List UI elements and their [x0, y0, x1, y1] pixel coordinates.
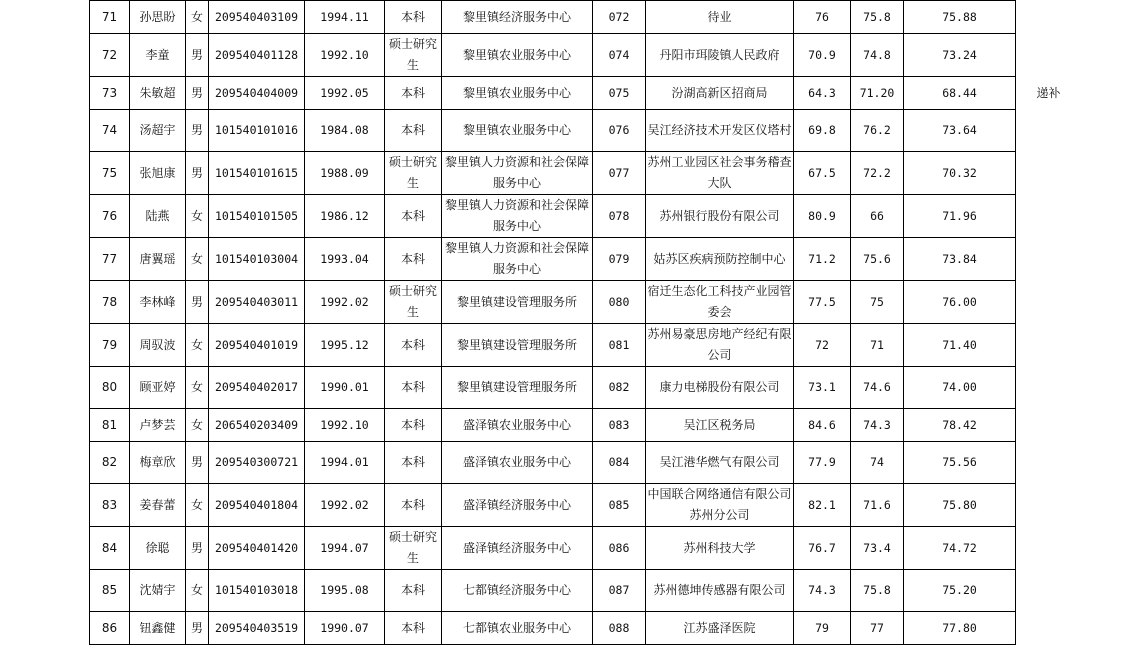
results-table: [89, 0, 1082, 645]
education-level: 本科: [385, 324, 442, 367]
written-score: 80.9: [794, 195, 851, 238]
total-score: 71.96: [904, 195, 1016, 238]
gender-cell: 男: [186, 527, 209, 570]
remark: [1016, 409, 1082, 442]
birth-date: 1990.07: [305, 612, 385, 645]
gender-cell: 女: [186, 409, 209, 442]
written-score: 72: [794, 324, 851, 367]
table-row: [90, 1, 1082, 34]
row-number: 78: [90, 281, 130, 324]
education-level: 本科: [385, 409, 442, 442]
gender-cell: 女: [186, 484, 209, 527]
exam-id: 209540300721: [209, 442, 305, 484]
table-row: [90, 409, 1082, 442]
candidate-name: 李童: [130, 34, 186, 77]
candidate-name: 唐翼瑶: [130, 238, 186, 281]
written-score: 84.6: [794, 409, 851, 442]
birth-date: 1993.04: [305, 238, 385, 281]
written-score: 69.8: [794, 110, 851, 152]
exam-id: 209540401128: [209, 34, 305, 77]
current-work-unit: 待业: [646, 1, 794, 34]
education-level: 本科: [385, 1, 442, 34]
hiring-unit: 盛泽镇经济服务中心: [442, 484, 593, 527]
interview-score: 75: [851, 281, 904, 324]
education-level: 硕士研究生: [385, 281, 442, 324]
birth-date: 1992.10: [305, 409, 385, 442]
post-code: 080: [593, 281, 646, 324]
interview-score: 71.20: [851, 77, 904, 110]
remark: [1016, 367, 1082, 409]
table-row: [90, 527, 1082, 570]
candidate-name: 周驭波: [130, 324, 186, 367]
interview-score: 72.2: [851, 152, 904, 195]
education-level: 硕士研究生: [385, 527, 442, 570]
gender-cell: 女: [186, 195, 209, 238]
post-code: 078: [593, 195, 646, 238]
exam-id: 101540103004: [209, 238, 305, 281]
interview-score: 74.3: [851, 409, 904, 442]
table-row: [90, 367, 1082, 409]
written-score: 79: [794, 612, 851, 645]
row-number: 72: [90, 34, 130, 77]
current-work-unit: 姑苏区疾病预防控制中心: [646, 238, 794, 281]
hiring-unit: 黎里镇农业服务中心: [442, 110, 593, 152]
interview-score: 75.6: [851, 238, 904, 281]
total-score: 73.84: [904, 238, 1016, 281]
row-number: 82: [90, 442, 130, 484]
remark: [1016, 152, 1082, 195]
post-code: 086: [593, 527, 646, 570]
interview-score: 71.6: [851, 484, 904, 527]
table-row: [90, 238, 1082, 281]
interview-score: 76.2: [851, 110, 904, 152]
birth-date: 1995.08: [305, 570, 385, 612]
row-number: 80: [90, 367, 130, 409]
candidate-name: 孙思盼: [130, 1, 186, 34]
interview-score: 66: [851, 195, 904, 238]
total-score: 73.64: [904, 110, 1016, 152]
table-row: [90, 484, 1082, 527]
table-row: [90, 324, 1082, 367]
written-score: 76.7: [794, 527, 851, 570]
remark: [1016, 195, 1082, 238]
post-code: 076: [593, 110, 646, 152]
current-work-unit: 吴江区税务局: [646, 409, 794, 442]
written-score: 82.1: [794, 484, 851, 527]
remark: 递补: [1036, 85, 1061, 100]
post-code: 085: [593, 484, 646, 527]
written-score: 77.5: [794, 281, 851, 324]
written-score: 73.1: [794, 367, 851, 409]
table-row: [90, 77, 1082, 110]
hiring-unit: 盛泽镇农业服务中心: [442, 442, 593, 484]
row-number: 84: [90, 527, 130, 570]
exam-id: 209540401420: [209, 527, 305, 570]
current-work-unit: 中国联合网络通信有限公司苏州分公司: [646, 484, 794, 527]
exam-id: 209540403109: [209, 1, 305, 34]
gender-cell: 男: [186, 110, 209, 152]
total-score: 74.00: [904, 367, 1016, 409]
hiring-unit: 七都镇农业服务中心: [442, 612, 593, 645]
education-level: 本科: [385, 195, 442, 238]
row-number: 75: [90, 152, 130, 195]
row-number: 83: [90, 484, 130, 527]
interview-score: 75.8: [851, 570, 904, 612]
total-score: 75.56: [904, 442, 1016, 484]
gender-cell: 女: [186, 324, 209, 367]
remark: [1016, 238, 1082, 281]
total-score: 74.72: [904, 527, 1016, 570]
post-code: 079: [593, 238, 646, 281]
gender-cell: 女: [186, 570, 209, 612]
current-work-unit: 丹阳市珥陵镇人民政府: [646, 34, 794, 77]
current-work-unit: 宿迁生态化工科技产业园管委会: [646, 281, 794, 324]
total-score: 71.40: [904, 324, 1016, 367]
written-score: 67.5: [794, 152, 851, 195]
exam-id: 209540402017: [209, 367, 305, 409]
education-level: 硕士研究生: [385, 34, 442, 77]
row-number: 74: [90, 110, 130, 152]
post-code: 087: [593, 570, 646, 612]
post-code: 077: [593, 152, 646, 195]
current-work-unit: 苏州工业园区社会事务稽查大队: [646, 152, 794, 195]
current-work-unit: 苏州银行股份有限公司: [646, 195, 794, 238]
current-work-unit: 吴江港华燃气有限公司: [646, 442, 794, 484]
birth-date: 1994.01: [305, 442, 385, 484]
remark: [1016, 34, 1082, 77]
table-row: [90, 34, 1082, 77]
education-level: 本科: [385, 238, 442, 281]
candidate-name: 钮鑫健: [130, 612, 186, 645]
hiring-unit: 黎里镇农业服务中心: [442, 34, 593, 77]
table-row: [90, 442, 1082, 484]
hiring-unit: 黎里镇建设管理服务所: [442, 367, 593, 409]
remark: [1016, 110, 1082, 152]
row-number: 73: [90, 77, 130, 110]
education-level: 本科: [385, 77, 442, 110]
current-work-unit: 康力电梯股份有限公司: [646, 367, 794, 409]
current-work-unit: 江苏盛泽医院: [646, 612, 794, 645]
written-score: 70.9: [794, 34, 851, 77]
education-level: 本科: [385, 570, 442, 612]
remark: [1016, 442, 1082, 484]
remark: [1016, 570, 1082, 612]
exam-id: 209540401804: [209, 484, 305, 527]
education-level: 本科: [385, 110, 442, 152]
birth-date: 1986.12: [305, 195, 385, 238]
written-score: 77.9: [794, 442, 851, 484]
total-score: 73.24: [904, 34, 1016, 77]
hiring-unit: 七都镇经济服务中心: [442, 570, 593, 612]
birth-date: 1992.02: [305, 281, 385, 324]
birth-date: 1990.01: [305, 367, 385, 409]
post-code: 083: [593, 409, 646, 442]
row-number: 77: [90, 238, 130, 281]
total-score: 70.32: [904, 152, 1016, 195]
hiring-unit: 黎里镇建设管理服务所: [442, 281, 593, 324]
post-code: 075: [593, 77, 646, 110]
birth-date: 1988.09: [305, 152, 385, 195]
gender-cell: 男: [186, 612, 209, 645]
gender-cell: 男: [186, 152, 209, 195]
birth-date: 1992.10: [305, 34, 385, 77]
post-code: 081: [593, 324, 646, 367]
total-score: 75.20: [904, 570, 1016, 612]
interview-score: 75.8: [851, 1, 904, 34]
row-number: 81: [90, 409, 130, 442]
birth-date: 1992.05: [305, 77, 385, 110]
table-row: [90, 612, 1082, 645]
post-code: 084: [593, 442, 646, 484]
total-score: 77.80: [904, 612, 1016, 645]
gender-cell: 男: [186, 281, 209, 324]
exam-id: 209540403011: [209, 281, 305, 324]
total-score: 78.42: [904, 409, 1016, 442]
education-level: 本科: [385, 484, 442, 527]
exam-id: 101540101615: [209, 152, 305, 195]
remark: [1016, 484, 1082, 527]
gender-cell: 女: [186, 1, 209, 34]
gender-cell: 男: [186, 77, 209, 110]
current-work-unit: 苏州科技大学: [646, 527, 794, 570]
birth-date: 1994.11: [305, 1, 385, 34]
table-row: [90, 152, 1082, 195]
current-work-unit: 苏州易豪思房地产经纪有限公司: [646, 324, 794, 367]
hiring-unit: 黎里镇农业服务中心: [442, 77, 593, 110]
hiring-unit: 黎里镇人力资源和社会保障服务中心: [442, 152, 593, 195]
education-level: 本科: [385, 442, 442, 484]
post-code: 074: [593, 34, 646, 77]
remark: [1016, 281, 1082, 324]
written-score: 71.2: [794, 238, 851, 281]
gender-cell: 男: [186, 34, 209, 77]
hiring-unit: 黎里镇建设管理服务所: [442, 324, 593, 367]
interview-score: 73.4: [851, 527, 904, 570]
interview-score: 77: [851, 612, 904, 645]
table-row: [90, 195, 1082, 238]
candidate-name: 徐聪: [130, 527, 186, 570]
hiring-unit: 黎里镇经济服务中心: [442, 1, 593, 34]
current-work-unit: 吴江经济技术开发区仪塔村: [646, 110, 794, 152]
row-number: 71: [90, 1, 130, 34]
candidate-name: 张旭康: [130, 152, 186, 195]
total-score: 76.00: [904, 281, 1016, 324]
hiring-unit: 盛泽镇经济服务中心: [442, 527, 593, 570]
interview-score: 71: [851, 324, 904, 367]
education-level: 本科: [385, 612, 442, 645]
birth-date: 1992.02: [305, 484, 385, 527]
hiring-unit: 盛泽镇农业服务中心: [442, 409, 593, 442]
exam-id: 209540401019: [209, 324, 305, 367]
exam-id: 101540101505: [209, 195, 305, 238]
birth-date: 1995.12: [305, 324, 385, 367]
gender-cell: 女: [186, 367, 209, 409]
total-score: 75.80: [904, 484, 1016, 527]
birth-date: 1984.08: [305, 110, 385, 152]
post-code: 072: [593, 1, 646, 34]
exam-id: 206540203409: [209, 409, 305, 442]
interview-score: 74: [851, 442, 904, 484]
candidate-name: 姜春蕾: [130, 484, 186, 527]
written-score: 74.3: [794, 570, 851, 612]
interview-score: 74.6: [851, 367, 904, 409]
birth-date: 1994.07: [305, 527, 385, 570]
exam-id: 209540403519: [209, 612, 305, 645]
table-row: [90, 281, 1082, 324]
gender-cell: 男: [186, 442, 209, 484]
gender-cell: 女: [186, 238, 209, 281]
total-score: 75.88: [904, 1, 1016, 34]
remark: [1016, 324, 1082, 367]
post-code: 082: [593, 367, 646, 409]
hiring-unit: 黎里镇人力资源和社会保障服务中心: [442, 195, 593, 238]
row-number: 85: [90, 570, 130, 612]
exam-id: 101540101016: [209, 110, 305, 152]
remark: [1016, 1, 1082, 34]
current-work-unit: 汾湖高新区招商局: [646, 77, 794, 110]
row-number: 79: [90, 324, 130, 367]
written-score: 64.3: [794, 77, 851, 110]
written-score: 76: [794, 1, 851, 34]
candidate-name: 汤超宇: [130, 110, 186, 152]
hiring-unit: 黎里镇人力资源和社会保障服务中心: [442, 238, 593, 281]
exam-id: 209540404009: [209, 77, 305, 110]
row-number: 76: [90, 195, 130, 238]
total-score: 68.44: [904, 77, 1016, 110]
current-work-unit: 苏州德坤传感器有限公司: [646, 570, 794, 612]
candidate-name: 沈婧宇: [130, 570, 186, 612]
table-row: [90, 570, 1082, 612]
candidate-name: 顾亚婷: [130, 367, 186, 409]
education-level: 硕士研究生: [385, 152, 442, 195]
post-code: 088: [593, 612, 646, 645]
remark: [1016, 612, 1082, 645]
table-row: [90, 110, 1082, 152]
row-number: 86: [90, 612, 130, 645]
candidate-name: 陆燕: [130, 195, 186, 238]
candidate-name: 梅章欣: [130, 442, 186, 484]
candidate-name: 李林峰: [130, 281, 186, 324]
exam-id: 101540103018: [209, 570, 305, 612]
education-level: 本科: [385, 367, 442, 409]
candidate-name: 卢梦芸: [130, 409, 186, 442]
remark: [1016, 527, 1082, 570]
interview-score: 74.8: [851, 34, 904, 77]
candidate-name: 朱敏超: [130, 77, 186, 110]
